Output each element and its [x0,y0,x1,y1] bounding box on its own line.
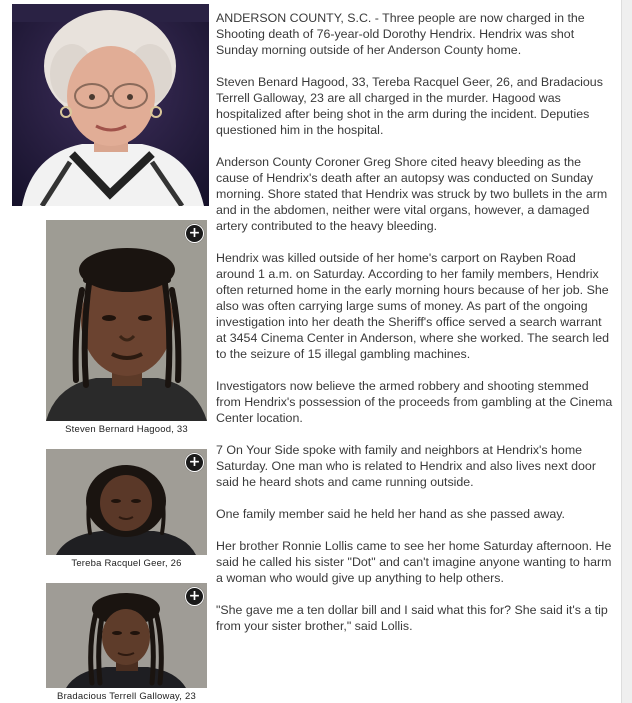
victim-portrait-image [12,4,209,206]
plus-icon: + [188,588,201,604]
article-paragraph: Investigators now believe the armed robbery and shooting stemmed from Hendrix's possession of the proceeds from gambling at the Cinema Center location. [216,379,613,425]
suspect-photo-hagood[interactable] [46,220,207,421]
expand-photo-hagood-button[interactable] [185,224,204,243]
suspect-mugshot-image [46,220,207,421]
suspect-mugshot-image [46,449,207,555]
victim-photo [12,4,209,206]
article-paragraph: Steven Benard Hagood, 33, Tereba Racquel Geer, 26, and Bradacious Terrell Galloway, 23 are all charged in the murder. Hagood was hospitalized after being shot in the arm during the incident. Deputies questioned him in the hospital. [216,75,603,137]
article-paragraph: Hendrix was killed outside of her home's carport on Rayben Road around 1 a.m. on Saturday. According to her family members, Hendrix often returned home in the early morning hours because of her job. She also was often carrying large sums of money. As part of the ongoing investigation into her death the Sheriff's office served a search warrant at 3454 Cinema Center in Anderson, where she worked. The search led to the seizure of 15 illegal gambling machines. [216,251,610,361]
expand-photo-galloway-button[interactable] [185,587,204,606]
caption-galloway: Bradacious Terrell Galloway, 23 [57,691,196,702]
article-paragraph: One family member said he held her hand as she passed away. [216,507,565,521]
plus-icon: + [188,225,201,241]
article-body [216,10,614,650]
article-paragraph: Her brother Ronnie Lollis came to see her home Saturday afternoon. He said he called his sister "Dot" and can't imagine anyone wanting to harm a woman who would give up anything to help others. [216,539,612,585]
article-paragraph: ANDERSON COUNTY, S.C. - Three people are now charged in the Shooting death of 76-year-old Dorothy Hendrix. Hendrix was shot Sunday morning outside of her Anderson County home. [216,11,585,57]
suspect-mugshot-image [46,583,207,688]
suspect-photo-geer[interactable] [46,449,207,555]
article-paragraph: 7 On Your Side spoke with family and neighbors at Hendrix's home Saturday. One man who is related to Hendrix and also lives next door said he heard shots and came running outside. [216,443,596,489]
caption-geer: Tereba Racquel Geer, 26 [71,558,182,569]
article-paragraph: "She gave me a ten dollar bill and I said what this for? She said it's a tip from your sister brother," said Lollis. [216,603,608,633]
suspect-photo-galloway[interactable] [46,583,207,688]
expand-photo-geer-button[interactable] [185,453,204,472]
caption-hagood: Steven Bernard Hagood, 33 [65,424,188,435]
plus-icon: + [188,454,201,470]
page-edge [621,0,632,703]
article-paragraph: Anderson County Coroner Greg Shore cited heavy bleeding as the cause of Hendrix's death after an autopsy was conducted on Sunday morning. Shore stated that Hendrix was struck by two bullets in the arm and in the abdomen, neither were vital organs, however, a damaged artery contributed to the heavy bleeding. [216,155,608,233]
